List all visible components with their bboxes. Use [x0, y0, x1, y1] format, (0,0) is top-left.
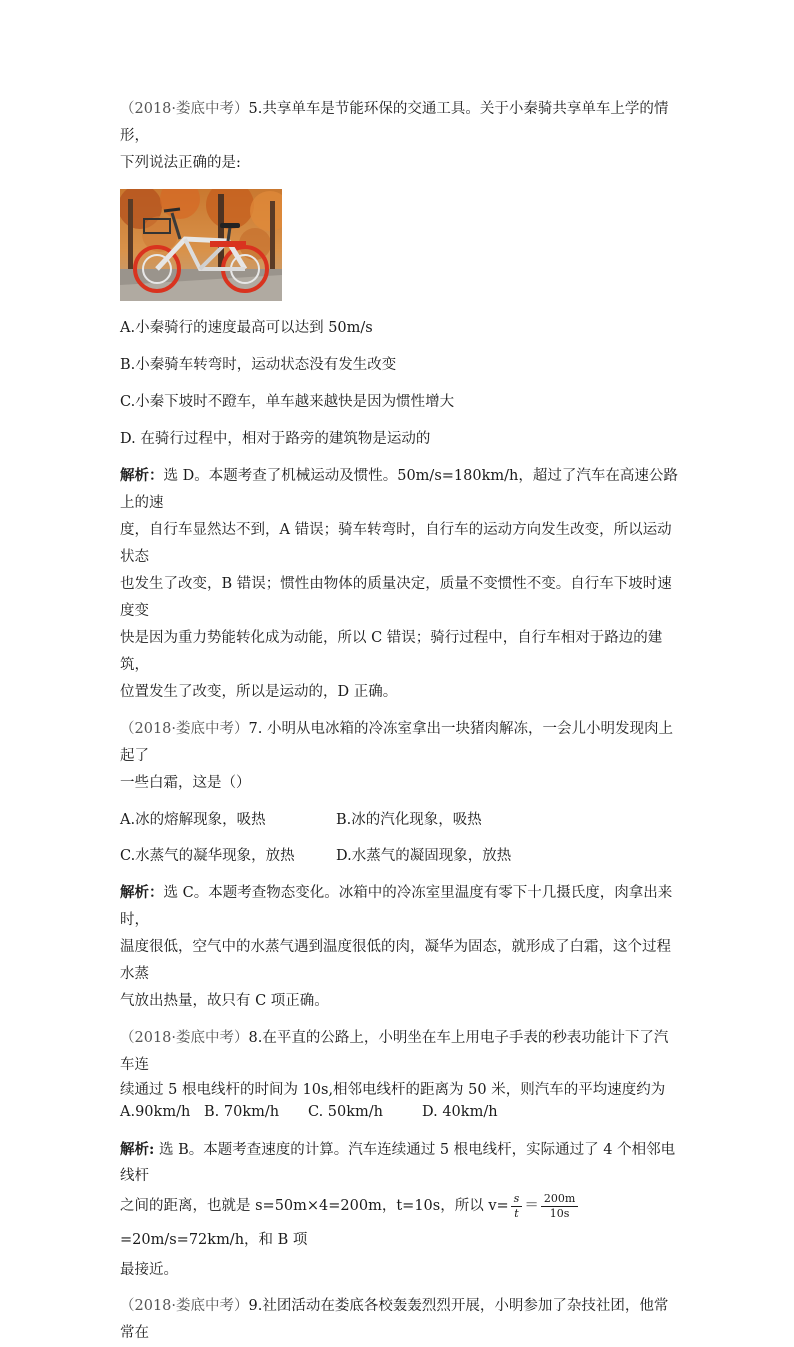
q8-analysis-line3: 最接近。	[120, 1262, 178, 1278]
fraction-200m-over-10s: $\frac{200m}{10s}$	[541, 1192, 578, 1221]
q8-analysis-line2: 之间的距离，也就是 s=50m×4=200m，t=10s，所以 v= $\frac{s}{t}$ ＝ $\frac{200m}{10s}$ =20m/s=72km/h，和 B 项	[120, 1189, 680, 1257]
q5-analysis-line3: 也发生了改变，B 错误；惯性由物体的质量决定，质量不变惯性不变。自行车下坡时速度变	[120, 576, 672, 619]
q5-stem-text: 5.共享单车是节能环保的交通工具。关于小秦骑共享单车上学的情形，	[120, 101, 669, 144]
q5-analysis	[120, 462, 680, 706]
q9-stem: （2018·娄底中考）9.社团活动在娄底各校轰轰烈烈开展，小明参加了杂技社团，他常常在	[120, 1298, 669, 1341]
q7-analysis-line2: 温度很低，空气中的水蒸气遇到温度很低的肉，凝华为固态，就形成了白霜，这个过程水蒸	[120, 939, 671, 982]
fraction-s-over-t: $\frac{s}{t}$	[511, 1192, 523, 1221]
q8-option-c: C. 50km/h	[308, 1104, 384, 1120]
q7-option-c: C.水蒸气的凝华现象，放热	[120, 848, 295, 864]
q7-analysis-label: 解析：	[120, 884, 164, 901]
q7-option-b: B.冰的汽化现象，吸热	[336, 812, 482, 828]
q7-stem: （2018·娄底中考）7. 小明从电冰箱的冷冻室拿出一块猪肉解冻，一会儿小明发现肉上起了	[120, 721, 673, 764]
q7-options-row2	[120, 845, 680, 867]
q8-option-a: A.90km/h	[120, 1104, 191, 1120]
q8-stem: （2018·娄底中考）8.在平直的公路上，小明坐在车上用电子手表的秒表功能计下了汽车连	[120, 1030, 669, 1073]
q5-analysis-line5: 位置发生了改变，所以是运动的，D 正确。	[120, 684, 398, 700]
q5-option-a: A.小秦骑行的速度最高可以达到 50m/s	[120, 320, 373, 336]
q7-option-a: A.冰的熔解现象，吸热	[120, 812, 266, 828]
q5-option-c: C.小秦下坡时不蹬车，单车越来越快是因为惯性增大	[120, 394, 455, 410]
q8-analysis	[120, 1137, 680, 1283]
q7-source: （2018·娄底中考）	[120, 721, 249, 737]
q7-options-row1	[120, 809, 680, 831]
q9-source: （2018·娄底中考）	[120, 1298, 249, 1314]
q8-option-d: D. 40km/h	[422, 1104, 498, 1120]
q7-analysis-line3: 气放出热量，故只有 C 项正确。	[120, 993, 329, 1009]
q5-stem-line2: 下列说法正确的是:	[120, 155, 241, 171]
q5-analysis-line2: 度，自行车显然达不到，A 错误；骑车转弯时，自行车的运动方向发生改变，所以运动状态	[120, 522, 672, 565]
q8-option-b: B. 70km/h	[204, 1104, 280, 1120]
q7-analysis	[120, 879, 680, 1015]
q7-option-d: D.水蒸气的凝固现象，放热	[336, 848, 512, 864]
q8-stem-line2: 续通过 5 根电线杆的时间为 10s,相邻电线杆的距离为 50 米，则汽车的平均速度约为	[120, 1082, 666, 1098]
q5-analysis-label: 解析：	[120, 467, 164, 484]
q8-analysis-label: 解析:	[120, 1141, 155, 1158]
q5-analysis-line4: 快是因为重力势能转化成为动能，所以 C 错误；骑行过程中，自行车相对于路边的建筑，	[120, 630, 663, 673]
q8-block	[120, 1025, 680, 1101]
q5-stem	[120, 96, 680, 150]
shared-bike-photo	[120, 189, 282, 301]
q7-stem-line2: 一些白霜，这是（）	[120, 775, 251, 791]
q5-option-d: D. 在骑行过程中，相对于路旁的建筑物是运动的	[120, 431, 431, 447]
q9-block	[120, 1293, 680, 1347]
q7-analysis-line1: 解析：选 C。本题考查物态变化。冰箱中的冷冻室里温度有零下十几摄氏度，肉拿出来时，	[120, 884, 673, 928]
q5-source: （2018·娄底中考）	[120, 101, 249, 117]
q5-analysis-line1: 解析：选 D。本题考查了机械运动及惯性。50m/s=180km/h，超过了汽车在高速公路上的速	[120, 467, 678, 511]
q8-analysis-line1: 解析: 选 B。本题考查速度的计算。汽车连续通过 5 根电线杆，实际通过了 4 个相邻电线杆	[120, 1141, 676, 1184]
bike-illustration	[120, 189, 282, 301]
q8-source: （2018·娄底中考）	[120, 1030, 249, 1046]
document-page	[120, 96, 680, 1347]
q5-option-b: B.小秦骑车转弯时，运动状态没有发生改变	[120, 357, 397, 373]
q8-options	[120, 1101, 680, 1123]
q7-block	[120, 716, 680, 797]
